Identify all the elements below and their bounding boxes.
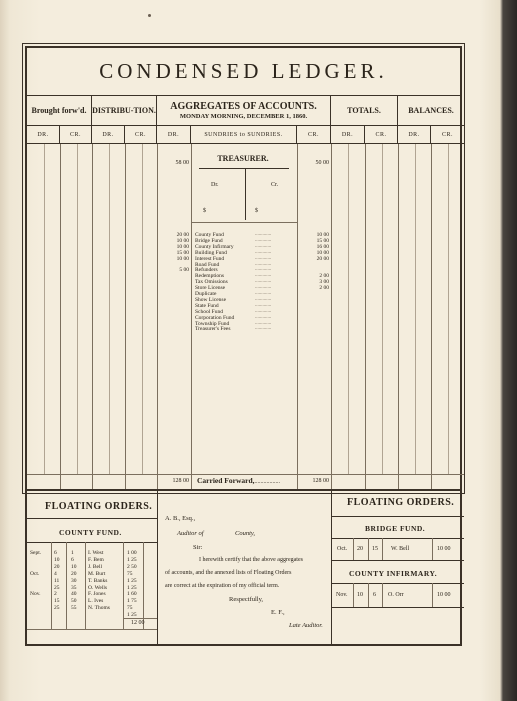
letter-signer: E. F., [271, 609, 285, 616]
sub-dr-balances: DR. [398, 126, 431, 144]
order-number: 50 [71, 598, 77, 605]
order-number: 6 [71, 556, 74, 563]
account-leader: ............. [255, 302, 272, 308]
letter-line2: of accounts, and the annexed lists of Floating Orders [165, 570, 292, 576]
sub-dr-brought: DR. [27, 126, 60, 144]
account-leader: ............. [255, 232, 272, 237]
letter-county: County, [235, 530, 256, 537]
bridge-fund-title: BRIDGE FUND. [365, 524, 426, 533]
header-aggregates [157, 96, 331, 126]
account-leader: ............. [255, 261, 272, 267]
letter-line3: are correct at the expiration of my official term. [165, 583, 280, 589]
carried-dots: .................. [253, 479, 280, 485]
account-cr: 20 00 [316, 255, 329, 262]
letter-closing: Respectfully, [229, 596, 264, 603]
order-number: 35 [71, 584, 77, 591]
rule [432, 583, 433, 607]
treasurer-cr-amount: 50 00 [315, 160, 329, 166]
rule [142, 144, 143, 474]
order-number: 20 [71, 570, 77, 577]
order-number: 30 [71, 577, 77, 584]
order-day: 15 [54, 598, 60, 605]
account-cr: 3 00 [319, 279, 329, 286]
account-dr: 5 00 [179, 267, 189, 274]
bridge-no: 15 [372, 546, 378, 552]
order-payee: I. West [88, 550, 104, 556]
order-month: Nov. [30, 591, 41, 598]
rule [353, 538, 354, 560]
bridge-month: Oct. [337, 546, 348, 552]
account-name: Store License [195, 285, 226, 292]
account-leader: ............. [255, 279, 272, 285]
account-cr: 10 00 [316, 249, 329, 256]
order-payee: N. Thoms [88, 605, 110, 612]
county-fund-title: COUNTY FUND. [59, 528, 122, 537]
treasurer-title: TREASURER. [217, 154, 269, 163]
account-cr: 10 00 [316, 232, 329, 238]
account-leader: ............. [255, 273, 272, 279]
carried-cr: 128 00 [312, 478, 329, 484]
treasurer-cr-dollar: $ [255, 208, 258, 214]
order-payee: F. Jones [88, 591, 106, 598]
treasurer-rule [199, 168, 289, 169]
sub-cr-aggregates: CR. [297, 126, 331, 144]
order-amount: 1 25 [127, 556, 137, 563]
sub-sundries: SUNDRIES to SUNDRIES. [191, 126, 297, 144]
rule [143, 542, 144, 629]
account-name: Road Fund [195, 261, 220, 268]
treasurer-dr-dollar: $ [203, 208, 206, 214]
order-number: 10 [71, 563, 77, 570]
account-name: County Infirmary [195, 243, 234, 250]
aggregates-date: MONDAY MORNING, DECEMBER 1, 1860. [179, 112, 308, 120]
order-payee: O. Wells [88, 584, 108, 591]
rule [123, 542, 124, 629]
order-day: 20 [54, 563, 60, 570]
account-leader: ............. [255, 255, 272, 261]
infirmary-day: 10 [357, 592, 363, 598]
account-name: Corporation Fund [195, 314, 235, 321]
carried-dr: 128 00 [172, 478, 189, 484]
rule [27, 542, 157, 543]
header-totals: TOTALS. [331, 96, 398, 126]
account-name: Interest Fund [195, 255, 225, 262]
order-number: 55 [71, 605, 77, 612]
order-day: 2 [54, 591, 57, 598]
treasurer-dr-label: Dr. [211, 182, 219, 188]
account-name: Bridge Fund [195, 237, 223, 244]
rule [125, 144, 126, 489]
treasurer-cr-label: Cr. [271, 182, 279, 188]
order-amount: 75 [127, 570, 133, 577]
account-name: Duplicate [195, 291, 217, 297]
rule [432, 538, 433, 560]
county-fund-total: 12 00 [131, 620, 145, 626]
condensed-ledger-table [25, 46, 462, 491]
order-amount: 1 25 [127, 577, 137, 584]
rule [331, 144, 332, 489]
bridge-day: 20 [357, 546, 363, 552]
account-name: Treasurer's Fees [195, 326, 231, 333]
sub-dr-totals: DR. [331, 126, 365, 144]
infirmary-amt: 10 00 [437, 592, 451, 598]
rule [368, 538, 369, 560]
order-payee: M. Burt [88, 570, 106, 577]
order-day: 4 [54, 570, 57, 577]
rule [92, 144, 93, 489]
order-day: 25 [54, 605, 60, 612]
account-dr: 15 00 [176, 249, 189, 256]
account-name: State Fund [195, 302, 219, 309]
rule [85, 542, 86, 629]
header-balances: BALANCES. [398, 96, 464, 126]
order-payee: L. Ives [88, 598, 104, 605]
order-day: 6 [54, 550, 57, 556]
letter-line1: I herewith certify that the above aggregates [199, 557, 303, 563]
account-leader: ............. [255, 296, 272, 302]
letter-sir: Sir: [193, 544, 203, 551]
rule [27, 629, 157, 630]
rule [331, 607, 464, 608]
bridge-name: W. Bell [391, 546, 410, 552]
order-amount: 2 50 [127, 563, 137, 570]
order-day: 11 [54, 577, 60, 584]
rule [60, 144, 61, 489]
sub-dr-distribution: DR. [92, 126, 125, 144]
bottom-section [25, 491, 462, 646]
letter-to: A. B., Esq., [165, 515, 196, 522]
rule [448, 144, 449, 474]
account-name: Tax Omissions [195, 279, 228, 286]
right-floating-title: FLOATING ORDERS. [347, 497, 455, 508]
left-floating-title: FLOATING ORDERS. [45, 501, 153, 512]
rule [331, 538, 464, 539]
infirmary-month: Nov. [336, 592, 348, 598]
order-number: 40 [71, 591, 77, 598]
rule [353, 583, 354, 607]
account-cr: 16 00 [316, 243, 329, 250]
order-month: Oct. [30, 570, 40, 577]
account-dr: 20 00 [176, 232, 189, 238]
aggregates-title: AGGREGATES OF ACCOUNTS. [170, 100, 317, 112]
order-payee: T. Banks [88, 577, 108, 584]
header-brought-forward: Brought forw'd. [27, 96, 92, 126]
account-cr: 15 00 [316, 237, 329, 244]
rule [27, 518, 157, 519]
account-dr: 10 00 [176, 237, 189, 244]
order-amount: 1 25 [127, 612, 137, 619]
rule [191, 144, 192, 489]
rule [382, 583, 383, 607]
sub-cr-brought: CR. [60, 126, 92, 144]
page-speck [148, 14, 151, 17]
order-number: 1 [71, 550, 74, 556]
rule [66, 542, 67, 629]
sub-cr-totals: CR. [365, 126, 398, 144]
account-leader: ............. [255, 285, 272, 291]
infirmary-name: O. Orr [388, 592, 404, 598]
treasurer-divider [245, 168, 246, 220]
rule [157, 144, 158, 489]
order-payee: J. Bell [88, 563, 103, 570]
letter-auditor: Auditor of [177, 530, 204, 537]
rule [331, 583, 464, 584]
treasurer-dr-amount: 58 00 [175, 160, 189, 166]
account-dr: 10 00 [176, 243, 189, 250]
order-day: 10 [54, 556, 60, 563]
letter-role: Late Auditor. [289, 622, 323, 629]
rule [365, 144, 366, 489]
header-distribution: DISTRIBU-TION. [92, 96, 157, 126]
rule [382, 144, 383, 474]
account-name: School Fund [195, 308, 223, 315]
rule [382, 538, 383, 560]
account-cr: 2 00 [319, 285, 329, 292]
infirmary-no: 6 [373, 592, 376, 598]
account-leader: ............. [255, 243, 272, 249]
account-name: Township Fund [195, 320, 230, 327]
page-title: CONDENSED LEDGER. [99, 59, 388, 83]
rule [431, 144, 432, 489]
account-cr: 2 00 [319, 273, 329, 280]
rule [123, 618, 157, 619]
account-name: Redemptions [195, 273, 225, 280]
account-name: Show License [195, 296, 227, 303]
title-row [27, 48, 460, 96]
rule [398, 144, 399, 489]
account-leader: ............. [255, 291, 272, 296]
sub-cr-balances: CR. [431, 126, 464, 144]
rule [415, 144, 416, 474]
account-leader: ............. [255, 308, 272, 314]
rule [331, 560, 464, 561]
order-amount: 75 [127, 605, 133, 612]
treasurer-bottom-rule [191, 222, 297, 223]
account-leader: ............. [255, 326, 272, 332]
rule [331, 516, 464, 517]
rule [51, 542, 52, 629]
sub-dr-aggregates: DR. [157, 126, 191, 144]
order-month: Sept. [30, 550, 42, 556]
rule [348, 144, 349, 474]
bridge-amt: 10 00 [437, 546, 451, 552]
rule [368, 583, 369, 607]
account-leader: ............. [255, 237, 272, 243]
carried-rule [27, 474, 464, 475]
order-payee: F. Bem [88, 556, 104, 563]
order-amount: 1 25 [127, 584, 137, 591]
sub-cr-distribution: CR. [125, 126, 157, 144]
order-amount: 1 00 [127, 550, 137, 556]
order-amount: 1 75 [127, 598, 137, 605]
account-name: Refunders [195, 267, 218, 274]
carried-label: Carried Forward, [197, 476, 255, 485]
bottom-divider-left [157, 491, 158, 644]
account-name: County Fund [195, 232, 224, 238]
order-day: 25 [54, 584, 60, 591]
account-dr: 10 00 [176, 255, 189, 262]
account-leader: ............. [255, 267, 272, 273]
account-leader: ............. [255, 249, 272, 255]
account-leader: ............. [255, 320, 272, 326]
rule [44, 144, 45, 474]
rule [297, 144, 298, 489]
rule [77, 144, 78, 474]
rule [109, 144, 110, 474]
order-amount: 1 60 [127, 591, 137, 598]
infirmary-title: COUNTY INFIRMARY. [349, 569, 438, 578]
account-name: Building Fund [195, 249, 227, 256]
account-leader: ............. [255, 314, 272, 320]
bottom-divider-right [331, 491, 332, 644]
